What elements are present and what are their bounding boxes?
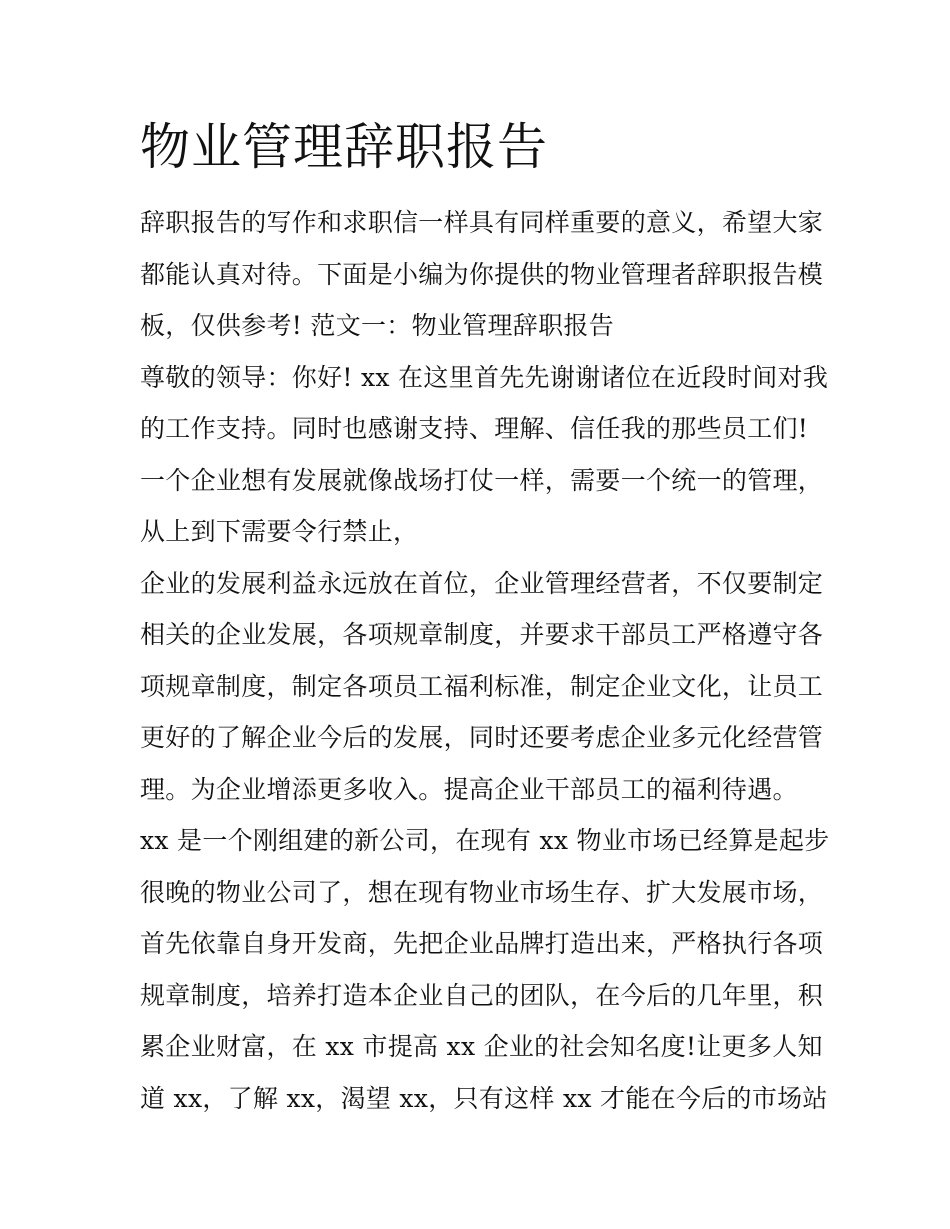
body-line: 很晚的物业公司了，想在现有物业市场生存、扩大发展市场， — [140, 877, 824, 907]
document-title: 物业管理辞职报告 — [140, 118, 548, 176]
body-line: 企业的发展利益永远放在首位，企业管理经营者，不仅要制定 — [140, 568, 824, 598]
body-line: 尊敬的领导：你好! xx 在这里首先先谢谢诸位在近段时间对我 — [140, 362, 829, 392]
body-line: 的工作支持。同时也感谢支持、理解、信任我的那些员工们! — [140, 414, 809, 443]
body-line: 道 xx，了解 xx，渴望 xx，只有这样 xx 才能在今后的市场站 — [140, 1083, 828, 1113]
body-line: 累企业财富，在 xx 市提高 xx 企业的社会知名度!让更多人知 — [140, 1032, 823, 1061]
body-line: xx 是一个刚组建的新公司，在现有 xx 物业市场已经算是起步 — [140, 826, 830, 855]
body-line: 都能认真对待。下面是小编为你提供的物业管理者辞职报告模 — [140, 259, 824, 289]
body-line: 辞职报告的写作和求职信一样具有同样重要的意义，希望大家 — [140, 208, 824, 237]
body-line: 理。为企业增添更多收入。提高企业干部员工的福利待遇。 — [140, 774, 798, 804]
body-line: 规章制度，培养打造本企业自己的团队，在今后的几年里，积 — [140, 980, 824, 1010]
body-line: 项规章制度，制定各项员工福利标准，制定企业文化，让员工 — [140, 671, 824, 701]
body-line: 更好的了解企业今后的发展，同时还要考虑企业多元化经营管 — [140, 723, 824, 752]
body-line: 一个企业想有发展就像战场打仗一样，需要一个统一的管理， — [140, 465, 824, 495]
body-line: 相关的企业发展，各项规章制度，并要求干部员工严格遵守各 — [140, 620, 824, 649]
body-line: 首先依靠自身开发商，先把企业品牌打造出来，严格执行各项 — [140, 929, 824, 958]
body-line: 板，仅供参考! 范文一：物业管理辞职报告 — [140, 311, 614, 340]
document-body — [140, 203, 830, 1130]
body-line: 从上到下需要令行禁止， — [140, 517, 419, 546]
